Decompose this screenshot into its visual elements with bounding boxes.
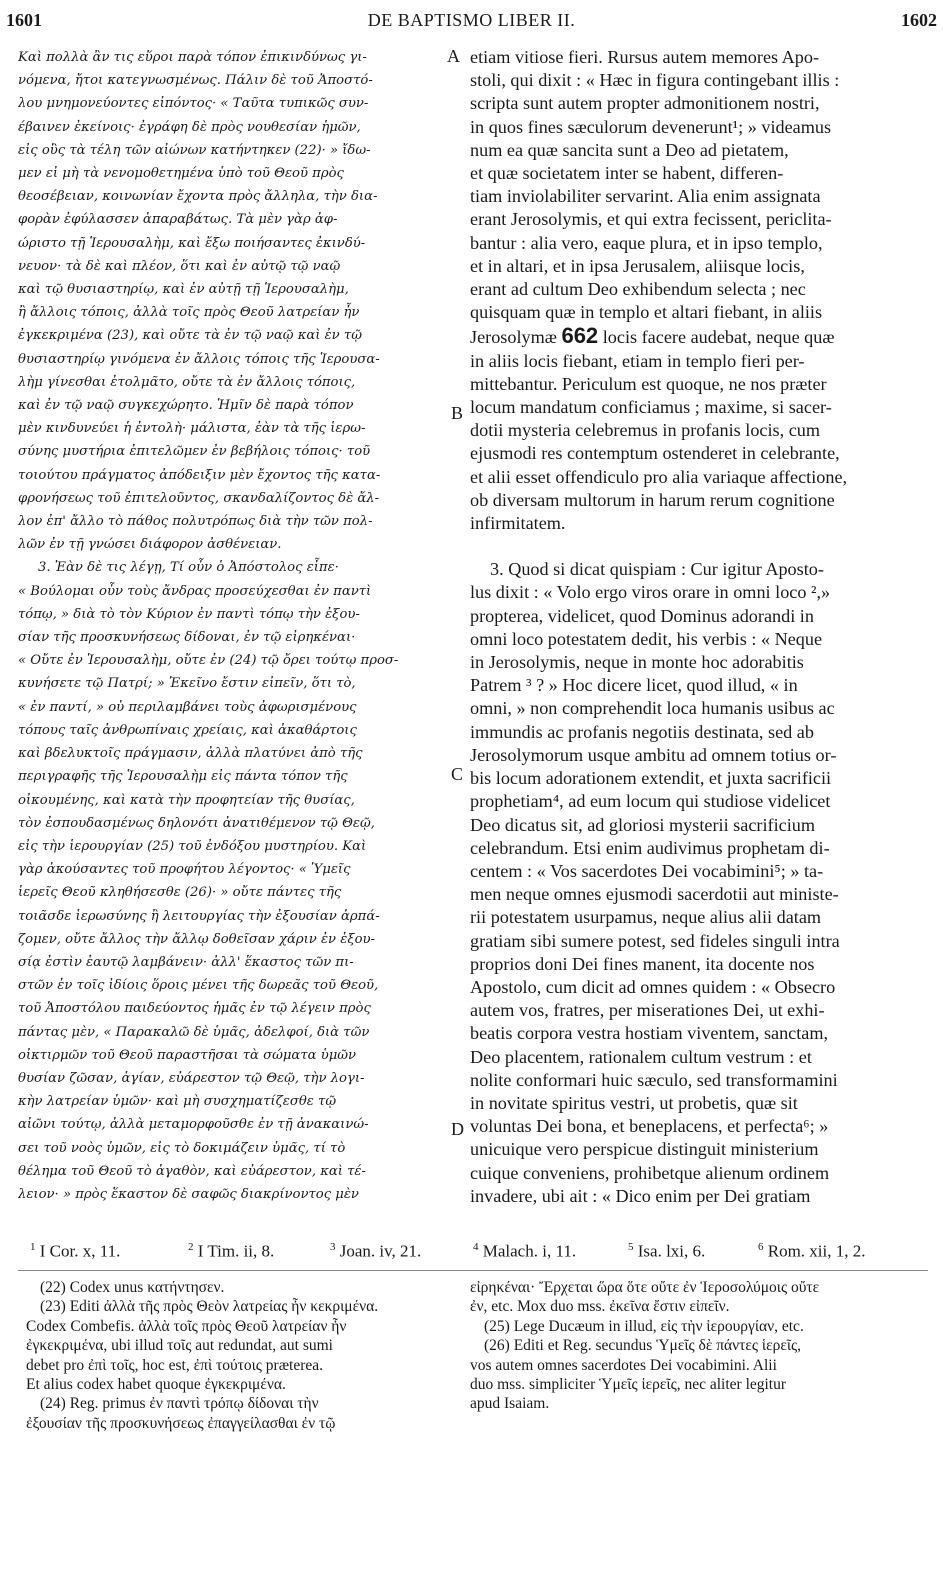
footnote-25: (25) Lege Ducæum in illud, εἰς τὴν ἱερουργίαν, etc. (484, 1317, 804, 1335)
latin-paragraph-1-tail: locis facere audebat, neque quæ in aliis locis fiebant, etiam in templo fieri per- mittebantur. Periculum est quoque, ne nos præter locum mandatum conficiamus ; maxime, si sacer- dotii mysteria celebremus in profanis locis, cum ejusmodi res contemptum ostenderet in celebrante, et alii esset offendiculo pro alia variaque affectione, ob diversam multorum in harum rerum cognitione infirmitatem. (470, 327, 848, 534)
latin-paragraph-2: 3. Quod si dicat quispiam : Cur igitur Aposto- lus dixit : « Volo ergo viros orare in omni loco ²,» propterea, videlicet, quod Dominus adorandi in omni loco potestatem dedit, his verbis : « Neque in Jerosolymis, neque in monte hoc adorabitis Patrem ³ ? » Hoc dicere licet, quod illud, « in omni, » non comprehendit loca humanis usibus ac immundis ac profanis negotiis destinata, sed ab Jerosolymorum usque ambitu ad omnem totius or- bis locum adorationem extendit, et juxta sacrificii prophetiam⁴, ad eum locum qui studiose videlicet Deo dicatus sit, ad gloriosi mysterii sacrificium celebrandum. Etsi enim audivimus prophetam di- centem : « Vos sacerdotes Dei vocabimini⁵; » ta- men neque omnes ejusmodi sacerdotii aut ministe- rii potestatem usurpamus, neque alius alii datam gratiam sibi sumere potest, sed fideles singuli intra proprios doni Dei fines manent, ita docente nos Apostolo, cum dicit ad omnes quidem : « Obsecro autem vos, fratres, per miserationes Dei, ut exhi- beatis corpora vestra hostiam viventem, sanctam, Deo placentem, rationalem cultum vestrum : et nolite conformari huic sæculo, sed transformamini in novitate spiritus vestri, ut probetis, quæ sit voluntas Dei bona, et beneplacens, et perfecta⁶; » unicuique vero perspicue distinguit ministerium cuique conveniens, prohibetque alienum ordinem invadere, ubi ait : « Dico enim per Dei gratiam (470, 559, 840, 1206)
scripture-ref-2: $^2$ I Tim. ii, 8. (188, 1241, 275, 1261)
scripture-references (30, 1241, 930, 1265)
footnote-divider (18, 1270, 928, 1271)
footnote-26: (26) Editi et Reg. secundus Ὑμεῖς δὲ πάντες ἱερεῖς, vos autem omnes sacerdotes Dei vocabimini. Alii duo mss. simpliciter Ὑμεῖς ἱερεῖς, nec aliter legitur apud Isaiam. (470, 1337, 802, 1413)
scripture-ref-4: $^4$ Malach. i, 11. (473, 1241, 577, 1261)
footnote-24-continued: εἰρηκέναι· Ἔρχεται ὥρα ὅτε οὔτε ἐν Ἱεροσολύμοις οὔτε ἐν, etc. Mox duo mss. ἐκεῖνα ἔστιν εἰπεῖν. (470, 1279, 820, 1316)
paragraph-gap (470, 535, 936, 558)
footnotes-left (26, 1278, 460, 1578)
scripture-ref-5: $^5$ Isa. lxi, 6. (628, 1241, 706, 1261)
latin-paragraph-1-pre: Jerosolymæ (470, 327, 562, 348)
greek-column (18, 46, 456, 1236)
latin-paragraph-1 (470, 46, 936, 535)
running-title: DE BAPTISMO LIBER II. (367, 10, 576, 30)
running-header (6, 10, 937, 36)
footnote-22: (22) Codex unus κατήντησεν. (40, 1279, 225, 1296)
greek-paragraph-2: 3. Ἐὰν δὲ τις λέγῃ, Τί οὖν ὁ Ἀπόστολος εἶπε· « Βούλομαι οὖν τοὺς ἄνδρας προσεύχεσθαι ἐν παντὶ τόπῳ, » διὰ τὸ τὸν Κύριον ἐν παντὶ τόπῳ τὴν ἐξου- σίαν τῆς προσκυνήσεως δίδοναι, ἐν τῷ εἰρηκέναι· « Οὔτε ἐν Ἱερουσαλὴμ, οὔτε ἐν (24) τῷ ὄρει τούτῳ προσ- κυνήσετε τῷ Πατρί; » Ἐκεῖνο ἔστιν εἰπεῖν, ὅτι τὸ, « ἐν παντί, » οὐ περιλαμβάνει τοὺς ἀφωρισμένους τόπους ταῖς ἀνθρωπίναις χρείαις, καὶ ἀκαθάρτοις καὶ βδελυκτοῖς πράγμασιν, ἀλλὰ πλατύνει ἀπὸ τῆς περιγραφῆς τῆς Ἱερουσαλὴμ εἰς πάντα τόπον τῆς οἰκουμένης, καὶ κατὰ τὴν προφητείαν τῆς θυσίας, τὸν ἐσπουδασμένως δηλονότι ἀνατιθέμενον τῷ Θεῷ, εἰς τὴν ἱερουργίαν (25) τοῦ ἐνδόξου μυστηρίου. Καὶ γὰρ ἀκούσαντες τοῦ προφήτου λέγοντος· « Ὑμεῖς ἱερεῖς Θεοῦ κληθήσεσθε (26)· » οὔτε πάντες τῆς τοιᾶσδε ἱερωσύνης ἢ λειτουργίας τὴν ἐξουσίαν ἁρπά- ζομεν, οὔτε ἄλλος τὴν ἄλλῳ δοθεῖσαν χάριν ἐν ἐξου- σίᾳ ἐστὶν ἑαυτῷ λαμβάνειν· ἀλλ' ἕκαστος τῶν πι- στῶν ἐν τοῖς ἰδίοις ὅροις μένει τῆς δωρεᾶς τοῦ Θεοῦ, τοῦ Ἀποστόλου παιδεύοντος ἡμᾶς ἐν τῷ λέγειν πρὸς πάντας μὲν, « Παρακαλῶ δὲ ὑμᾶς, ἀδελφοί, διὰ τῶν οἰκτιρμῶν τοῦ Θεοῦ παραστῆσαι τὰ σώματα ὑμῶν θυσίαν ζῶσαν, ἁγίαν, εὐάρεστον τῷ Θεῷ, τὴν λογι- κὴν λατρείαν ὑμῶν· καὶ μὴ συσχηματίζεσθε τῷ αἰῶνι τούτῳ, ἀλλὰ μεταμορφοῦσθε ἐν τῇ ἀνακαινώ- σει τοῦ νοὸς ὑμῶν, εἰς τὸ δοκιμάζειν ὑμᾶς, τί τὸ θέλημα τοῦ Θεοῦ τὸ ἀγαθὸν, καὶ εὐάρεστον, καὶ τέ- λειον· » πρὸς ἕκαστον δὲ σαφῶς διακρίνοντος μὲν (18, 560, 399, 1202)
footnote-24: (24) Reg. primus ἐν παντὶ τρόπῳ δίδοναι τὴν ἐξουσίαν τῆς προσκυνήσεως ἐπαγγείλασθαι ἐν τῷ (26, 1395, 336, 1432)
margin-letter-c: C (451, 764, 464, 784)
latin-column (470, 46, 936, 1236)
scripture-ref-3: $^3$ Joan. iv, 21. (330, 1241, 422, 1261)
page-number-left: 1601 (6, 10, 42, 30)
footnote-23: (23) Editi ἀλλὰ τῆς πρὸς Θεὸν λατρείας ἦν κεκριμένα. Codex Combefis. ἀλλὰ τοῖς πρὸς Θεοῦ λατρείαν ἦν ἐγκεκριμένα, ubi illud τοῖς aut redundat, aut sumi debet pro ἐπὶ τοῖς, hoc est, ἐπὶ τούτοις præterea. Et alius codex habet quoque ἐγκεκριμένα. (26, 1298, 379, 1394)
column-number: 662 (561, 323, 599, 349)
margin-letter-b: B (451, 403, 464, 423)
margin-letter-d: D (451, 1119, 464, 1139)
scripture-ref-1: $^1$ I Cor. x, 11. (30, 1241, 121, 1261)
margin-letter-a: A (447, 46, 460, 66)
scripture-ref-6: $^6$ Rom. xii, 1, 2. (758, 1241, 866, 1261)
page-number-right: 1602 (901, 10, 937, 30)
latin-paragraph-1-head: etiam vitiose fieri. Rursus autem memores Apo- stoli, qui dixit : « Hæc in figura contingebant illis : scripta sunt autem propter admonitionem nostri, in quos fines sæculorum devenerunt¹; » videamus num ea quæ sancita sunt a Deo ad pietatem, et quæ societatem inter se habent, differen- tiam inviolabiliter servarint. Alia enim assignata erant Jerosolymis, et qui extra fecissent, periclita- bantur : alia vero, eaque plura, et in ipso templo, et in altari, et in ipsa Jerusalem, aliisque locis, erant ad cultum Deo exhibendum selecta ; nec quisquam quæ in templo et altari fiebant, in aliis (470, 47, 840, 323)
greek-paragraph-1: Καὶ πολλὰ ἂν τις εὕροι παρὰ τόπον ἐπικινδύνως γι- νόμενα, ἤτοι κατεγνωσμένως. Πάλιν δὲ τοῦ Ἀποστό- λου μνημονεύοντες εἰπόντος· « Ταῦτα τυπικῶς συν- έβαινεν ἐκείνοις· ἐγράφη δὲ πρὸς νουθεσίαν ἡμῶν, εἰς οὓς τὰ τέλη τῶν αἰώνων κατήντηκεν (22)· » ἴδω- μεν εἰ μὴ τὰ νενομοθετημένα ὑπὸ τοῦ Θεοῦ πρὸς θεοσέβειαν, κοινωνίαν ἔχοντα πρὸς ἄλληλα, τὴν δια- φορὰν ἐφύλασσεν ἀπαραβάτως. Τὰ μὲν γὰρ ἀφ- ώριστο τῇ Ἱερουσαλὴμ, καὶ ἔξω ποιήσαντες ἐκινδύ- νευον· τὰ δὲ καὶ πλέον, ὅτι καὶ ἐν αὐτῷ τῷ ναῷ καὶ τῷ θυσιαστηρίῳ, καὶ ἐν αὐτῇ τῇ Ἱερουσαλὴμ, ἢ ἄλλοις τόποις, ἀλλὰ τοῖς πρὸς Θεοῦ λατρείαν ἦν ἐγκεκριμένα (23), καὶ οὔτε τὰ ἐν τῷ ναῷ καὶ ἐν τῷ θυσιαστηρίῳ γινόμενα ἐν ἄλλοις τόποις τῆς Ἱερουσα- λὴμ γίνεσθαι ἐτολμᾶτο, οὔτε τὰ ἐν ἄλλοις τόποις, καὶ ἐν τῷ ναῷ συγκεχώρητο. Ἡμῖν δὲ παρὰ τόπον μὲν κινδυνεύει ἡ ἐντολὴ· μάλιστα, ἐὰν τὰ τῆς ἱερω- σύνης μυστήρια ἐπιτελῶμεν ἐν βεβήλοις τόποις· τοῦ τοιούτου πράγματος ἀπόδειξιν μὲν ἔχοντος τῆς κατα- φρονήσεως τοῦ ἐπιτελοῦντος, σκανδαλίζοντος δὲ ἄλ- λον ἐπ' ἄλλο τὸ πάθος πολυτρόπως διὰ τὴν τῶν πολ- λῶν ἐν τῇ γνώσει διάφορον ἀσθένειαν. (18, 50, 381, 553)
footnotes-right (470, 1278, 930, 1578)
